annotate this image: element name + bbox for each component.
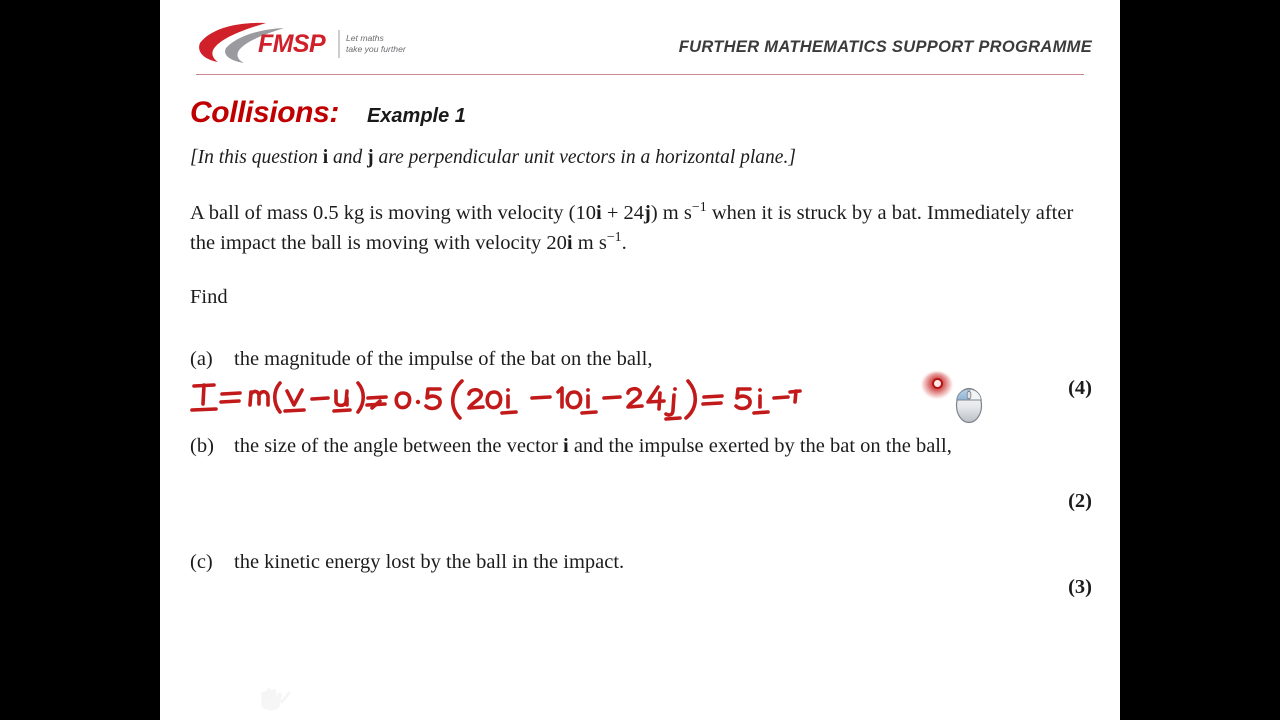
svg-text:Let maths: Let maths bbox=[346, 33, 384, 43]
part-b-text-pre: the size of the angle between the vector bbox=[234, 435, 563, 457]
part-c-text: the kinetic energy lost by the ball in the impact. bbox=[234, 551, 625, 573]
find-label: Find bbox=[190, 286, 228, 308]
question-statement bbox=[190, 198, 1082, 258]
statement-line1-post: when it is struck by a bat. bbox=[706, 201, 922, 224]
preamble-post: are perpendicular unit vectors in a horizontal plane.] bbox=[373, 147, 796, 168]
statement-line1-pre: A ball of mass 0.5 kg is moving with velocity (10 bbox=[190, 201, 596, 224]
slide-page bbox=[160, 0, 1120, 720]
statement-exponent-1: −1 bbox=[691, 200, 707, 215]
part-b-label: (b) bbox=[190, 435, 214, 457]
question-part-b bbox=[190, 432, 1080, 461]
statement-exponent-2: −1 bbox=[606, 229, 622, 245]
letterbox-bar-left bbox=[0, 0, 160, 720]
statement-vector-i-1: i bbox=[596, 201, 602, 224]
preamble-pre: [In this question bbox=[190, 147, 323, 168]
letterbox-bar-right bbox=[1120, 0, 1280, 720]
unit-vector-j: j bbox=[367, 147, 374, 168]
header-title: FURTHER MATHEMATICS SUPPORT PROGRAMME bbox=[678, 38, 1092, 56]
part-c-label: (c) bbox=[190, 551, 213, 573]
ink-glow-core bbox=[934, 380, 941, 387]
statement-line1-mid: + 24 bbox=[601, 201, 645, 224]
svg-text:take you further: take you further bbox=[346, 44, 406, 54]
part-a-text: the magnitude of the impulse of the bat on the ball, bbox=[234, 348, 653, 370]
part-a-label: (a) bbox=[190, 348, 213, 370]
handwritten-annotation bbox=[188, 372, 808, 430]
part-b-text bbox=[234, 432, 1080, 461]
ink-glow-indicator bbox=[922, 372, 956, 402]
unit-vector-i: i bbox=[322, 147, 329, 168]
preamble-mid: and bbox=[328, 147, 368, 168]
statement-vector-j-1: j bbox=[644, 201, 651, 224]
mouse-pointer-icon[interactable] bbox=[953, 386, 985, 424]
question-part-a bbox=[190, 345, 990, 374]
fmsp-logo bbox=[196, 22, 416, 64]
statement-line2-post: . bbox=[621, 231, 627, 254]
part-b-vector-i: i bbox=[563, 435, 569, 457]
statement-units-2: m s bbox=[572, 231, 607, 254]
part-c-marks: (3) bbox=[1068, 576, 1092, 598]
part-b-text-post: and the impulse exerted by the bat on the ball, bbox=[568, 435, 952, 457]
page-title: Collisions: bbox=[190, 96, 339, 129]
slide-header bbox=[160, 0, 1120, 82]
part-a-marks: (4) bbox=[1068, 377, 1092, 399]
statement-line2-pre: Immediately after the impact the ball is moving with velocity 20 bbox=[190, 201, 1074, 254]
header-divider bbox=[196, 74, 1084, 75]
page-subtitle: Example 1 bbox=[366, 105, 466, 127]
svg-text:FMSP: FMSP bbox=[258, 30, 326, 58]
writing-hand-watermark bbox=[258, 684, 292, 714]
part-b-marks: (2) bbox=[1068, 490, 1092, 512]
statement-units-1: ) m s bbox=[650, 201, 692, 224]
question-part-c bbox=[190, 548, 990, 577]
question-preamble bbox=[190, 144, 1070, 172]
statement-vector-i-2: i bbox=[566, 231, 573, 254]
slide-title-row bbox=[190, 96, 466, 130]
